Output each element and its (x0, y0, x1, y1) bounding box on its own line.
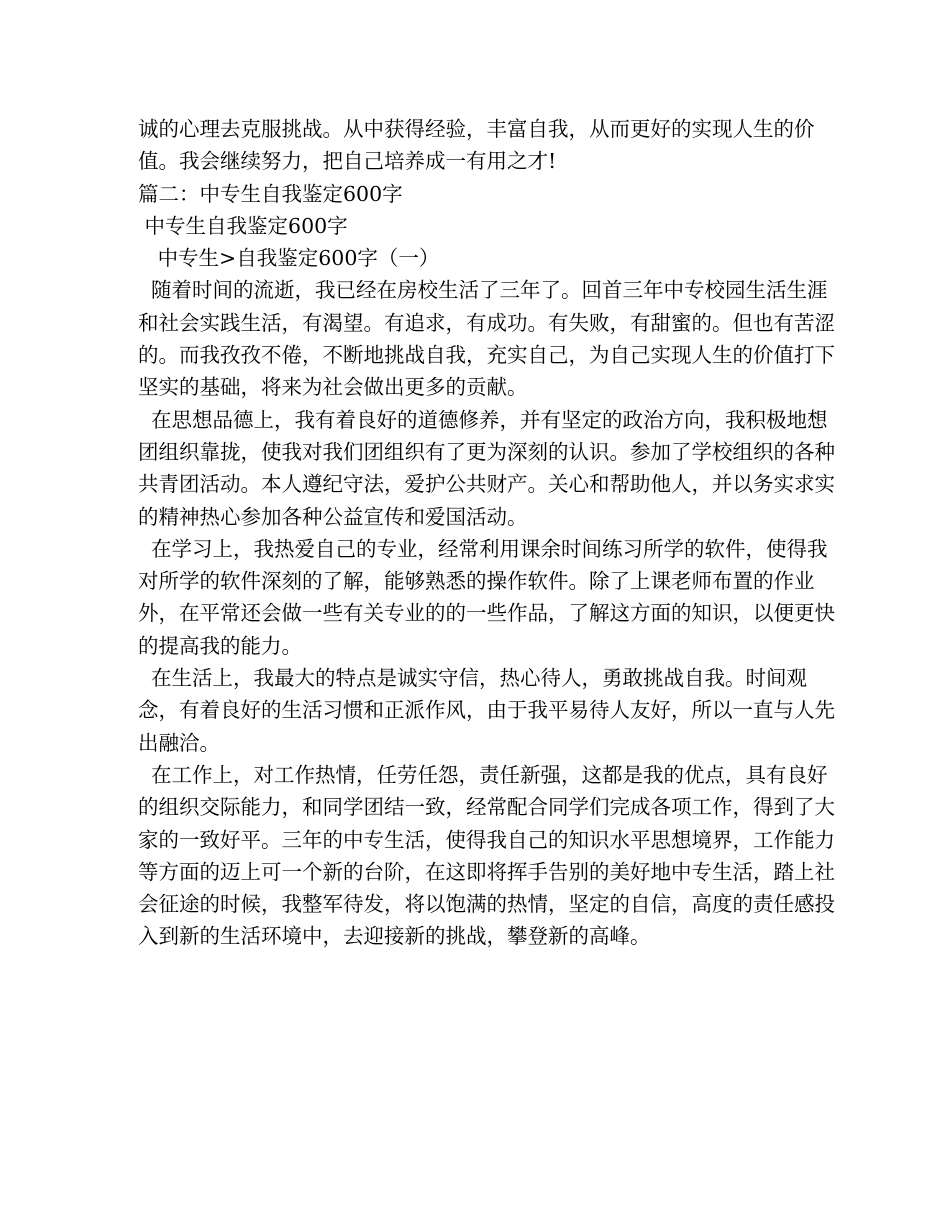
paragraph-life: 在生活上，我最大的特点是诚实守信，热心待人，勇敢挑战自我。时间观念，有着良好的生活习惯和正派作风，由于我平易待人友好，所以一直与人先出融洽。 (138, 666, 835, 755)
section-heading: 篇二：中专生自我鉴定600字 (138, 181, 403, 206)
article-title: 中专生自我鉴定600字 (138, 213, 348, 238)
paragraph-study: 在学习上，我热爱自己的专业，经常利用课余时间练习所学的软件，使得我对所学的软件深刻的了解，能够熟悉的操作软件。除了上课老师布置的作业外，在平常还会做一些有关专业的的一些作品，了解这方面的知识，以便更快的提高我的能力。 (138, 536, 835, 658)
article-subtitle: 中专生>自我鉴定600字（一） (138, 246, 440, 271)
paragraph-work: 在工作上，对工作热情，任劳任怨，责任新强，这都是我的优点，具有良好的组织交际能力，和同学团结一致，经常配合同学们完成各项工作，得到了大家的一致好平。三年的中专生活，使得我自己的知识水平思想境界，工作能力等方面的迈上可一个新的台阶，在这即将挥手告别的美好地中专生活，踏上社会征途的时候，我整军待发，将以饱满的热情，坚定的自信，高度的责任感投入到新的生活环境中，去迎接新的挑战，攀登新的高峰。 (138, 762, 835, 949)
document-body (138, 113, 838, 953)
paragraph-ideology: 在思想品德上，我有着良好的道德修养，并有坚定的政治方向，我积极地想团组织靠拢，使我对我们团组织有了更为深刻的认识。参加了学校组织的各种共青团活动。本人遵纪守法，爱护公共财产。关心和帮助他人，并以务实求实的精神热心参加各种公益宣传和爱国活动。 (138, 407, 835, 529)
paragraph-intro: 随着时间的流逝，我已经在房校生活了三年了。回首三年中专校园生活生涯和社会实践生活，有渴望。有追求，有成功。有失败，有甜蜜的。但也有苦涩的。而我孜孜不倦，不断地挑战自我，充实自己，为自己实现人生的价值打下坚实的基础，将来为社会做出更多的贡献。 (138, 278, 835, 400)
paragraph-continuation: 诚的心理去克服挑战。从中获得经验，丰富自我，从而更好的实现人生的价值。我会继续努力，把自己培养成一有用之才! (138, 117, 815, 174)
